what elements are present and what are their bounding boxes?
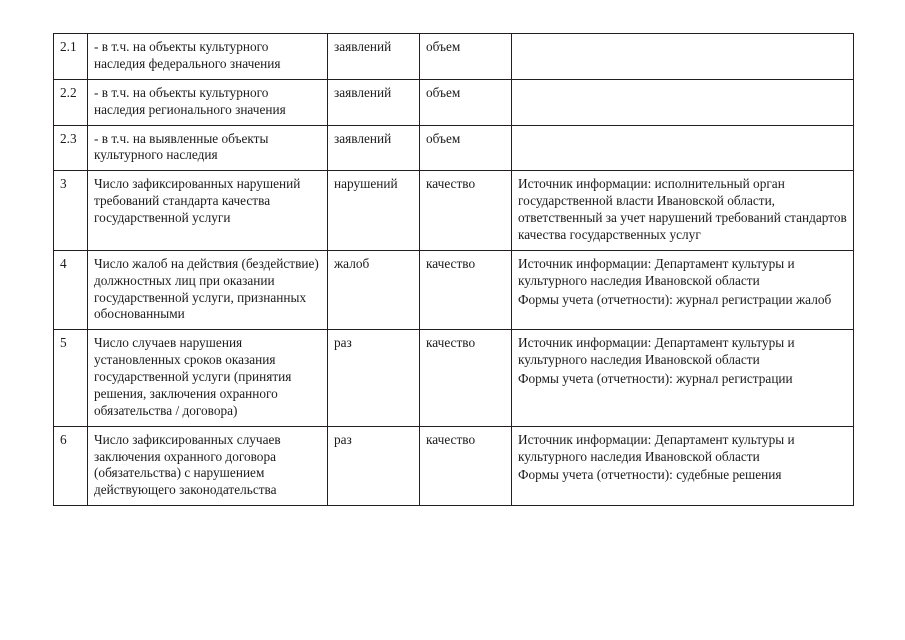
row-indicator: Число зафиксированных случаев заключения охранного договора (обязательства) с нарушением действующего законодательства	[88, 426, 328, 506]
row-source	[512, 125, 854, 171]
row-type: объем	[420, 79, 512, 125]
row-source	[512, 171, 854, 251]
table-row	[54, 34, 854, 80]
table-body	[54, 34, 854, 506]
table-row	[54, 330, 854, 426]
row-type: качество	[420, 330, 512, 426]
source-paragraph: Источник информации: Департамент культуры и культурного наследия Ивановской области	[518, 431, 795, 464]
row-unit: нарушений	[328, 171, 420, 251]
row-source	[512, 330, 854, 426]
row-indicator: Число зафиксированных нарушений требований стандарта качества государственной услуги	[88, 171, 328, 251]
row-type: качество	[420, 250, 512, 330]
source-paragraph: Источник информации: Департамент культуры и культурного наследия Ивановской области	[518, 255, 795, 288]
row-source	[512, 250, 854, 330]
row-number: 4	[54, 250, 88, 330]
row-indicator: - в т.ч. на объекты культурного наследия федерального значения	[88, 34, 328, 80]
row-number: 2.1	[54, 34, 88, 80]
indicators-table	[53, 33, 854, 506]
row-indicator: Число случаев нарушения установленных сроков оказания государственной услуги (принятия решения, заключения охранного обязательства / договора)	[88, 330, 328, 426]
row-unit: заявлений	[328, 79, 420, 125]
source-paragraph: Формы учета (отчетности): журнал регистрации	[518, 371, 793, 386]
row-unit: заявлений	[328, 34, 420, 80]
table-row	[54, 250, 854, 330]
row-type: объем	[420, 34, 512, 80]
row-unit: раз	[328, 330, 420, 426]
source-paragraph: Формы учета (отчетности): журнал регистрации жалоб	[518, 291, 832, 307]
row-number: 6	[54, 426, 88, 506]
row-type: качество	[420, 426, 512, 506]
row-type: качество	[420, 171, 512, 251]
row-unit: раз	[328, 426, 420, 506]
row-source	[512, 79, 854, 125]
row-number: 2.2	[54, 79, 88, 125]
source-paragraph: Источник информации: Департамент культуры и культурного наследия Ивановской области	[518, 335, 795, 368]
row-source	[512, 34, 854, 80]
row-type: объем	[420, 125, 512, 171]
source-paragraph: Формы учета (отчетности): судебные решения	[518, 467, 782, 483]
table-row	[54, 426, 854, 506]
row-number: 3	[54, 171, 88, 251]
table-row	[54, 171, 854, 251]
row-number: 2.3	[54, 125, 88, 171]
row-indicator: Число жалоб на действия (бездействие) должностных лиц при оказании государственной услуги, признанных обоснованными	[88, 250, 328, 330]
row-unit: жалоб	[328, 250, 420, 330]
row-source	[512, 426, 854, 506]
row-indicator: - в т.ч. на выявленные объекты культурного наследия	[88, 125, 328, 171]
table-row	[54, 79, 854, 125]
source-paragraph: Источник информации: исполнительный орган государственной власти Ивановской области, ответственный за учет нарушений требований стандартов качества государственных услуг	[518, 176, 847, 242]
row-number: 5	[54, 330, 88, 426]
row-indicator: - в т.ч. на объекты культурного наследия регионального значения	[88, 79, 328, 125]
row-unit: заявлений	[328, 125, 420, 171]
table-row	[54, 125, 854, 171]
